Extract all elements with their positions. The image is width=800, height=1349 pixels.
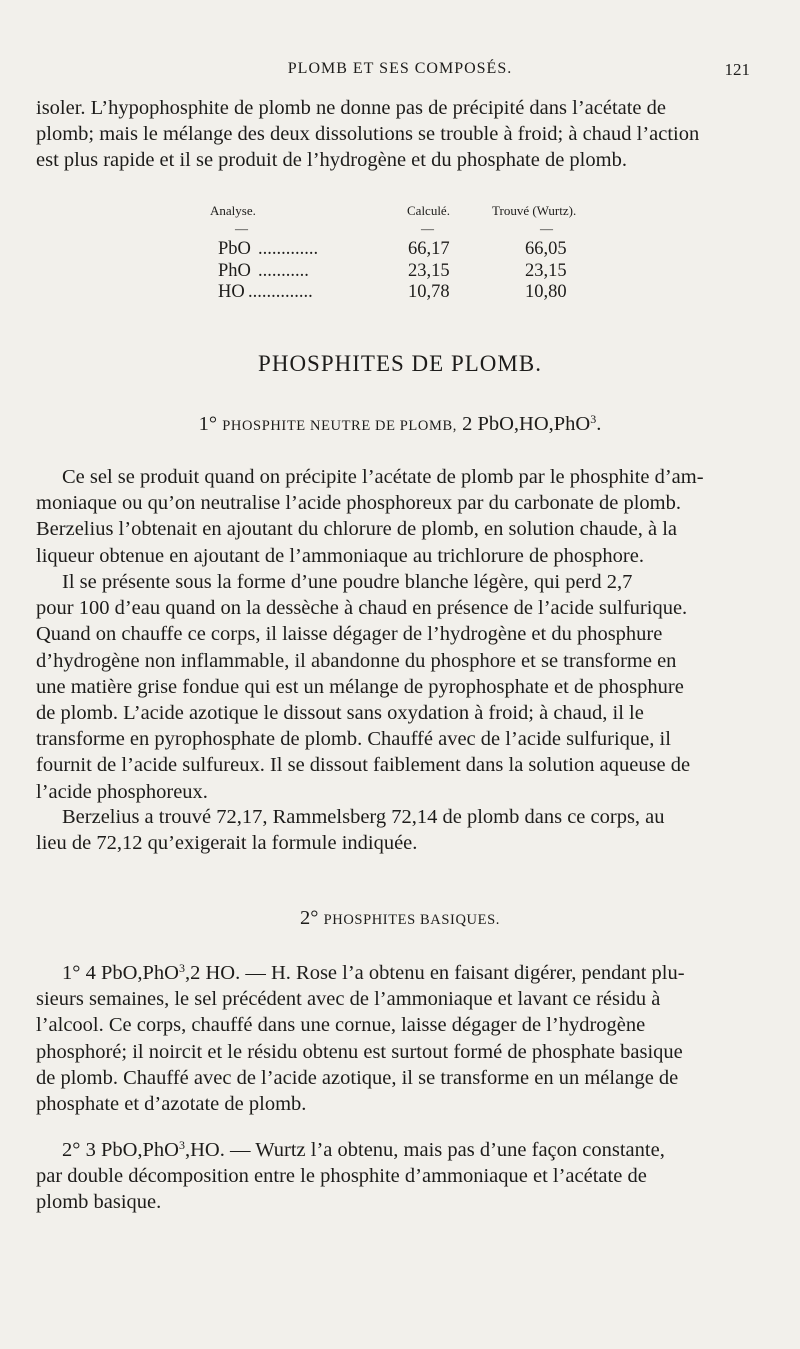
row-leader: .............. [248,282,313,302]
text-line: d’hydrogène non inflammable, il abandonne du phosphore et se transforme en [36,649,677,672]
text-line: 2° 3 PbO,PhO$^3$,HO. — Wurtz l’a obtenu, mais pas d’une façon constante, [62,1138,665,1161]
row-found: 66,05 [525,239,567,259]
text-line: phosphoré; il noircit et le résidu obtenu est surtout formé de phosphate basique [36,1040,683,1063]
running-head [0,60,800,86]
page-number: 121 [724,60,750,79]
paragraph-analysis [36,804,752,856]
sub1-label: PHOSPHITE NEUTRE DE PLOMB, [222,418,457,434]
text-line: transforme en pyrophosphate de plomb. Chauffé avec de l’acide sulfurique, il [36,728,671,751]
row-calc: 66,17 [408,239,450,259]
text-line: par double décomposition entre le phosphite d’ammoniaque et l’acétate de [36,1165,647,1188]
text-line: lieu de 72,12 qu’exigerait la formule indiquée. [36,832,418,855]
section-title: PHOSPHITES DE PLOMB. [258,351,542,376]
table-dashes: — — — [235,221,553,236]
row-calc: 10,78 [408,282,450,302]
analysis-table [210,203,610,304]
header-trouve: Trouvé (Wurtz). [492,203,577,218]
text-line: l’alcool. Ce corps, chauffé dans une cornue, laisse dégager de l’hydrogène [36,1014,646,1037]
row-label: PbO [218,239,251,259]
running-title: PLOMB ET SES COMPOSÉS. [287,60,513,77]
text-line: 1° 4 PbO,PhO$^3$,2 HO. — H. Rose l’a obtenu en faisant digérer, pendant plu- [62,961,685,984]
sub1-number: 1° [198,413,218,435]
intro-line: est plus rapide et il se produit de l’hydrogène et du phosphate de plomb. [36,149,627,172]
text-line: sieurs semaines, le sel précédent avec de l’ammoniaque et lavant ce résidu à [36,988,661,1011]
text-line: Ce sel se produit quand on précipite l’acétate de plomb par le phosphite d’am- [62,466,704,488]
table-row [210,282,610,304]
intro-paragraph [36,95,752,174]
text-line: phosphate et d’azotate de plomb. [36,1093,307,1116]
sub2-number: 2° [300,907,319,929]
subheading-phosphite-neutre [0,413,800,436]
text-line: moniaque ou qu’on neutralise l’acide phosphoreux par du carbonate de plomb. [36,492,681,515]
text-line: plomb basique. [36,1191,162,1214]
row-leader: ........... [258,260,309,281]
row-found: 10,80 [525,282,567,302]
text-line: Il se présente sous la forme d’une poudre blanche légère, qui perd 2,7 [62,571,633,593]
text-line: une matière grise fondue qui est un mélange de pyrophosphate et de phosphure [36,675,684,698]
subheading-phosphites-basiques [0,907,800,930]
text-line: Berzelius l’obtenait en ajoutant du chlorure de plomb, en solution chaude, à la [36,518,677,541]
text-line: de plomb. Chauffé avec de l’acide azotique, il se transforme en un mélange de [36,1066,679,1089]
sub1-formula: 2 PbO,HO,PhO$^3$. [462,412,602,435]
table-row [210,261,610,283]
sub2-label: PHOSPHITES BASIQUES. [323,912,500,928]
text-line: fournit de l’acide sulfureux. Il se dissout faiblement dans la solution aqueuse de [36,754,691,777]
header-analyse: Analyse. [210,203,256,218]
text-line: de plomb. L’acide azotique le dissout sans oxydation à froid; à chaud, il le [36,702,644,725]
intro-line: isoler. L’hypophosphite de plomb ne donne pas de précipité dans l’acétate de [36,97,667,119]
paragraph-basic-1 [36,960,752,1117]
paragraph-properties [36,569,752,805]
row-label: PhO [218,260,251,281]
table-row [210,239,610,261]
paragraph-basic-2 [36,1137,752,1216]
text-line: Berzelius a trouvé 72,17, Rammelsberg 72,14 de plomb dans ce corps, au [62,806,665,828]
paragraph-preparation [36,464,752,569]
text-line: Quand on chauffe ce corps, il laisse dégager de l’hydrogène et du phosphure [36,623,663,646]
text-line: pour 100 d’eau quand on la dessèche à chaud en présence de l’acide sulfurique. [36,597,688,620]
text-line: l’acide phosphoreux. [36,780,208,803]
header-calcule: Calculé. [407,203,450,218]
row-leader: ............. [258,239,319,259]
row-found: 23,15 [525,260,567,281]
row-calc: 23,15 [408,260,450,281]
text-line: liqueur obtenue en ajoutant de l’ammoniaque au trichlorure de phosphore. [36,544,644,567]
intro-line: plomb; mais le mélange des deux dissolutions se trouble à froid; à chaud l’action [36,123,700,146]
row-label: HO [218,282,245,302]
